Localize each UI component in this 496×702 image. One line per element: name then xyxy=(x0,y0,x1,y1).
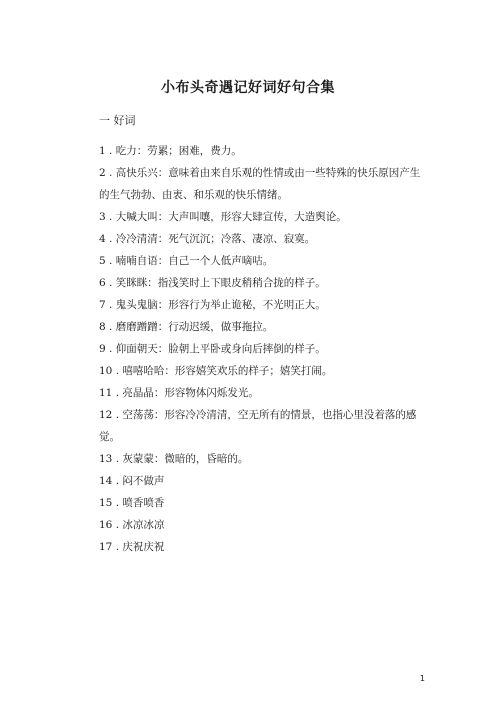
list-item-separator: . xyxy=(112,497,123,509)
list-item xyxy=(99,206,429,228)
list-item-separator: . xyxy=(112,475,123,487)
list-item-separator: . xyxy=(105,255,116,267)
list-item xyxy=(99,492,429,514)
list-item-text: 嘻嘻哈哈：形容嬉笑欢乐的样子；嬉笑打闹。 xyxy=(122,365,333,377)
list-item-text: 空荡荡：形容冷冷清清，空无所有的情景，也指心里没着落的感觉。 xyxy=(99,409,417,443)
list-item xyxy=(99,382,429,404)
list-item-number: 1 xyxy=(99,145,106,157)
list-item-text: 笑眯眯：指浅笑时上下眼皮稍稍合拢的样子。 xyxy=(115,277,326,289)
list-item xyxy=(99,250,429,272)
list-item xyxy=(99,294,429,316)
list-item-separator: . xyxy=(105,321,116,333)
list-item xyxy=(73,404,429,448)
list-item-separator: . xyxy=(112,365,123,377)
list-item-number: 13 xyxy=(99,453,113,465)
list-item-text: 大喊大叫：大声叫嚷，形容大肆宣传，大造舆论。 xyxy=(115,211,347,223)
list-item-number: 14 xyxy=(99,475,113,487)
list-item-text: 冰凉冰凉 xyxy=(122,519,165,531)
list-item-text: 冷冷清清：死气沉沉；冷落、凄凉、寂寞。 xyxy=(115,233,316,245)
list-item-number: 6 xyxy=(99,277,106,289)
document-title: 小布头奇遇记好词好句合集 xyxy=(161,80,335,96)
list-item-number: 3 xyxy=(99,211,106,223)
list-item xyxy=(99,228,429,250)
list-item xyxy=(99,514,429,536)
list-item-text: 仰面朝天：脸朝上平卧或身向后摔倒的样子。 xyxy=(115,343,326,355)
list-item-number: 9 xyxy=(99,343,106,355)
list-item-separator: . xyxy=(112,541,123,553)
list-item-separator: . xyxy=(105,211,116,223)
list-item-text: 吃力：劳累；困难，费力。 xyxy=(115,145,242,157)
list-item-number: 7 xyxy=(99,299,106,311)
list-item xyxy=(99,536,429,558)
list-item-number: 8 xyxy=(99,321,106,333)
list-item-separator: . xyxy=(112,387,123,399)
list-item xyxy=(73,162,429,206)
list-item-text: 喃喃自语：自己一个人低声嘀咕。 xyxy=(115,255,274,267)
list-item-number: 4 xyxy=(99,233,106,245)
list-item-number: 2 xyxy=(99,167,106,179)
list-item-number: 17 xyxy=(99,541,113,553)
list-item-separator: . xyxy=(112,409,123,421)
list-item-text: 庆祝庆祝 xyxy=(122,541,165,553)
entry-list xyxy=(99,140,429,558)
list-item-separator: . xyxy=(105,233,116,245)
list-item-number: 5 xyxy=(99,255,106,267)
page-number: 1 xyxy=(419,674,425,683)
list-item-separator: . xyxy=(112,453,123,465)
list-item-number: 11 xyxy=(99,387,113,399)
list-item xyxy=(99,448,429,470)
list-item xyxy=(99,140,429,162)
list-item-separator: . xyxy=(105,145,116,157)
section-heading: 一 好词 xyxy=(99,114,136,127)
list-item-number: 12 xyxy=(99,409,113,421)
list-item xyxy=(99,470,429,492)
list-item xyxy=(99,338,429,360)
list-item-number: 10 xyxy=(99,365,113,377)
list-item-text: 灰蒙蒙：微暗的，昏暗的。 xyxy=(122,453,249,465)
list-item-number: 16 xyxy=(99,519,113,531)
list-item-text: 磨磨蹭蹭：行动迟缓，做事拖拉。 xyxy=(115,321,274,333)
list-item-number: 15 xyxy=(99,497,113,509)
list-item-separator: . xyxy=(105,299,116,311)
list-item-separator: . xyxy=(112,519,123,531)
list-item-separator: . xyxy=(105,167,116,179)
list-item xyxy=(99,272,429,294)
list-item-text: 亮晶晶：形容物体闪烁发光。 xyxy=(122,387,259,399)
list-item-separator: . xyxy=(105,343,116,355)
list-item-text: 闷不做声 xyxy=(122,475,165,487)
list-item-text: 鬼头鬼脑：形容行为举止诡秘，不光明正大。 xyxy=(115,299,326,311)
list-item-separator: . xyxy=(105,277,116,289)
list-item-text: 喷香喷香 xyxy=(122,497,165,509)
list-item-text: 高快乐兴：意味着由来自乐观的性情或由一些特殊的快乐原因产生的生气勃勃、由衷、和乐观的快乐情绪。 xyxy=(99,167,421,201)
list-item xyxy=(99,316,429,338)
list-item xyxy=(99,360,429,382)
